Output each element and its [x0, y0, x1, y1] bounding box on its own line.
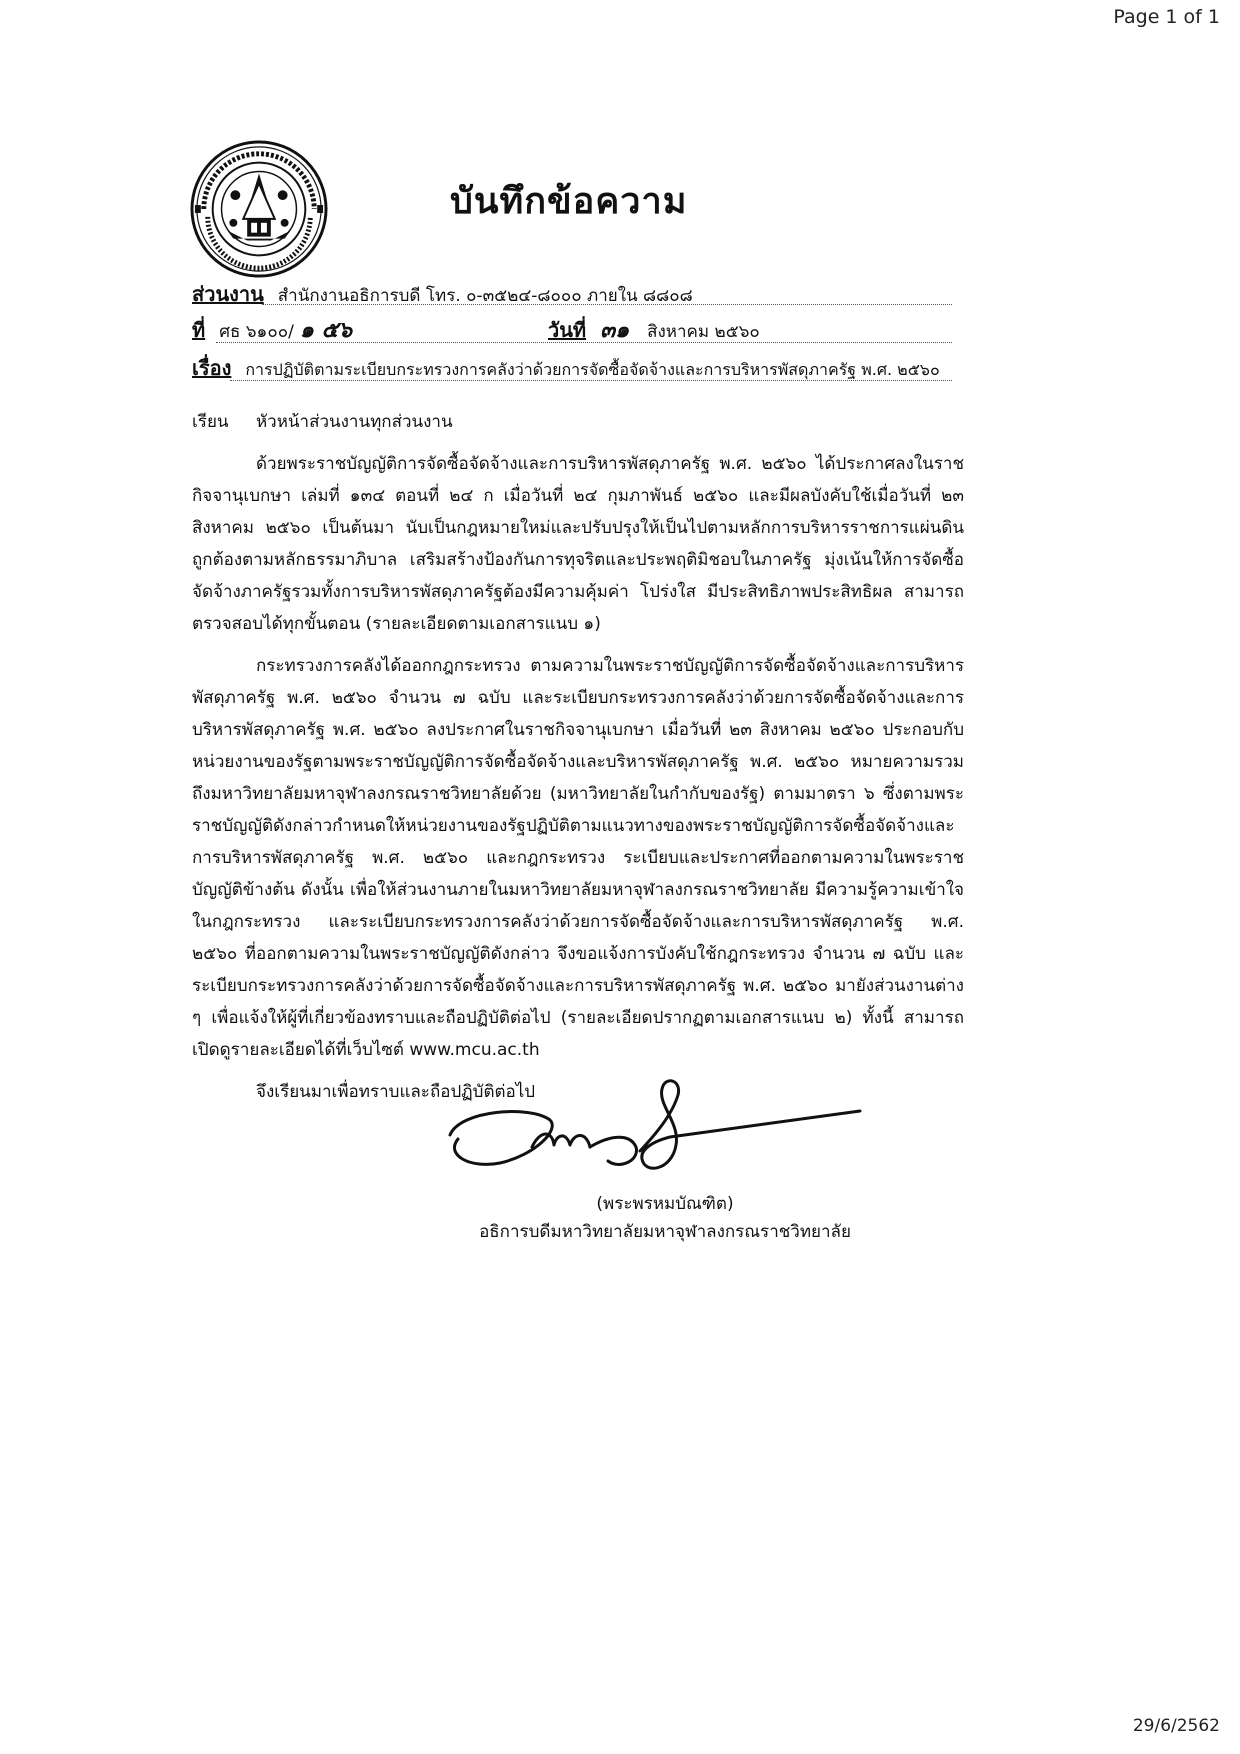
- signature-icon: [440, 1075, 870, 1185]
- subject-row: [192, 356, 940, 382]
- university-seal-icon: [190, 140, 328, 278]
- salutation-recipient: หัวหน้าส่วนงานทุกส่วนงาน: [255, 412, 453, 432]
- reference-dotted-line: [216, 342, 952, 343]
- print-date: 29/6/2562: [1132, 1716, 1220, 1736]
- body-paragraph-1: ด้วยพระราชบัญญัติการจัดซื้อจัดจ้างและการบริหารพัสดุภาครัฐ พ.ศ. ๒๕๖๐ ได้ประกาศลงในราชกิจจานุเบกษา เล่มที่ ๑๓๔ ตอนที่ ๒๔ ก เมื่อวันที่ ๒๔ กุมภาพันธ์ ๒๕๖๐ และมีผลบังคับใช้เมื่อวันที่ ๒๓ สิงหาคม ๒๕๖๐ เป็นต้นมา นับเป็นกฎหมายใหม่และปรับปรุงให้เป็นไปตามหลักการบริหารราชการแผ่นดินถูกต้องตามหลักธรรมาภิบาล เสริมสร้างป้องกันการทุจริตและประพฤติมิชอบในภาครัฐ มุ่งเน้นให้การจัดซื้อจัดจ้างภาครัฐรวมทั้งการบริหารพัสดุภาครัฐต้องมีความคุ้มค่า โปร่งใส มีประสิทธิภาพประสิทธิผล สามารถตรวจสอบได้ทุกขั้นตอน (รายละเอียดตามเอกสารแนบ ๑): [192, 454, 964, 634]
- date-label: วันที่: [548, 318, 587, 342]
- department-value: สำนักงานอธิการบดี โทร. ๐-๓๕๒๔-๘๐๐๐ ภายใน ๘๘๐๘: [277, 286, 693, 306]
- date-month-year: สิงหาคม ๒๕๖๐: [647, 322, 760, 342]
- date-row: [548, 318, 760, 344]
- date-day-handwritten: ๓๑: [600, 317, 630, 343]
- reference-label: ที่: [192, 318, 206, 342]
- reference-number-handwritten: ๑ ๕๖: [299, 317, 353, 343]
- signer-name: (พระพรหมบัณฑิต): [596, 1194, 734, 1214]
- subject-dotted-line: [230, 380, 952, 381]
- page-indicator: Page 1 of 1: [1113, 6, 1220, 28]
- salutation: [192, 408, 475, 435]
- reference-prefix: ศธ ๖๑๐๐/: [219, 322, 294, 342]
- subject-value: การปฏิบัติตามระเบียบกระทรวงการคลังว่าด้วยการจัดซื้อจัดจ้างและการบริหารพัสดุภาครัฐ พ.ศ. ๒๕๖๐: [245, 360, 940, 379]
- signer-title: อธิการบดีมหาวิทยาลัยมหาจุฬาลงกรณราชวิทยาลัย: [479, 1222, 851, 1242]
- department-label: ส่วนงาน: [192, 282, 264, 306]
- salutation-label: เรียน: [192, 412, 229, 432]
- subject-label: เรื่อง: [192, 356, 232, 380]
- closing-line: จึงเรียนมาเพื่อทราบและถือปฏิบัติต่อไป: [256, 1082, 536, 1102]
- document-title: บันทึกข้อความ: [450, 181, 688, 222]
- department-dotted-line: [262, 304, 952, 305]
- body-paragraph-2: กระทรวงการคลังได้ออกกฎกระทรวง ตามความในพระราชบัญญัติการจัดซื้อจัดจ้างและการบริหารพัสดุภาครัฐ พ.ศ. ๒๕๖๐ จำนวน ๗ ฉบับ และระเบียบกระทรวงการคลังว่าด้วยการจัดซื้อจัดจ้างและการบริหารพัสดุภาครัฐ พ.ศ. ๒๕๖๐ ลงประกาศในราชกิจจานุเบกษา เมื่อวันที่ ๒๓ สิงหาคม ๒๕๖๐ ประกอบกับหน่วยงานของรัฐตามพระราชบัญญัติการจัดซื้อจัดจ้างและบริหารพัสดุภาครัฐ พ.ศ. ๒๕๖๐ หมายความรวมถึงมหาวิทยาลัยมหาจุฬาลงกรณราชวิทยาลัยด้วย (มหาวิทยาลัยในกำกับของรัฐ) ตามมาตรา ๖ ซึ่งตามพระราชบัญญัติดังกล่าวกำหนดให้หน่วยงานของรัฐปฏิบัติตามแนวทางของพระราชบัญญัติการจัดซื้อจัดจ้างและการบริหารพัสดุภาครัฐ พ.ศ. ๒๕๖๐ และกฎกระทรวง ระเบียบและประกาศที่ออกตามความในพระราชบัญญัติข้างต้น ดังนั้น เพื่อให้ส่วนงานภายในมหาวิทยาลัยมหาจุฬาลงกรณราชวิทยาลัย มีความรู้ความเข้าใจในกฎกระทรวง และระเบียบกระทรวงการคลังว่าด้วยการจัดซื้อจัดจ้างและการบริหารพัสดุภาครัฐ พ.ศ. ๒๕๖๐ ที่ออกตามความในพระราชบัญญัติดังกล่าว จึงขอแจ้งการบังคับใช้กฎกระทรวง จำนวน ๗ ฉบับ และระเบียบกระทรวงการคลังว่าด้วยการจัดซื้อจัดจ้างและการบริหารพัสดุภาครัฐ พ.ศ. ๒๕๖๐ มายังส่วนงานต่าง ๆ เพื่อแจ้งให้ผู้ที่เกี่ยวข้องทราบและถือปฏิบัติต่อไป (รายละเอียดปรากฏตามเอกสารแนบ ๒) ทั้งนี้ สามารถเปิดดูรายละเอียดได้ที่เว็บไซต์ www.mcu.ac.th: [192, 656, 964, 1060]
- reference-row: [192, 318, 352, 344]
